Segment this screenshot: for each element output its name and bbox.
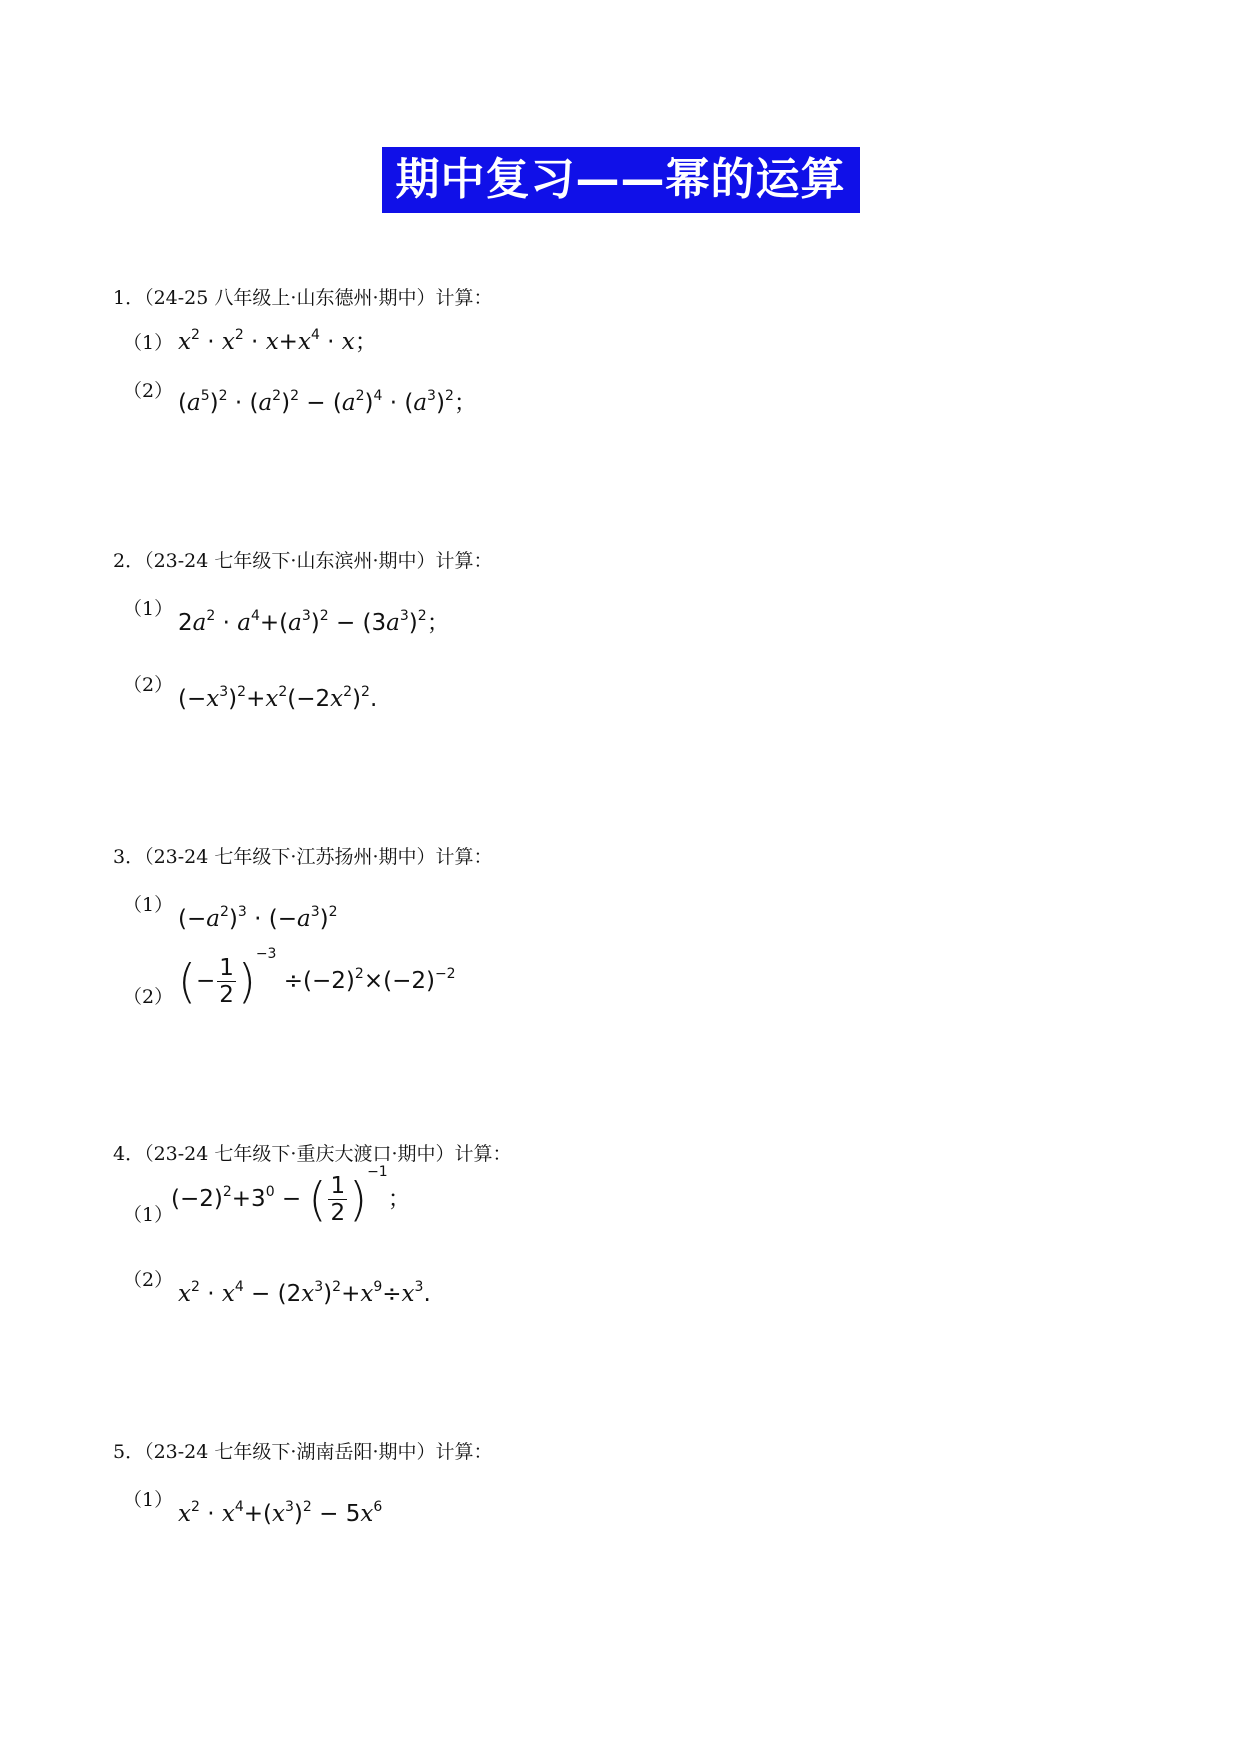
expression: $(-x^3)^2+x^2(-2x^2)^2$. bbox=[178, 684, 378, 712]
expression: $x^2 \cdot x^4 - (2x^3)^2+x^9\div x^3$. bbox=[178, 1279, 431, 1307]
part-label: （1） bbox=[123, 332, 174, 354]
page-title: 期中复习——幂的运算 bbox=[382, 147, 860, 213]
part-label: （1） bbox=[123, 1489, 174, 1511]
question-1 bbox=[113, 285, 493, 416]
question-4 bbox=[113, 1141, 512, 1307]
expression: $x^2 \cdot x^4+(x^3)^2 - 5x^6$ bbox=[178, 1499, 383, 1527]
expression: (− $\frac{1}{2}$ )$^{-3} \div(-2)^2\times(-2)^{-2}$ bbox=[178, 946, 456, 1009]
part-label: （1） bbox=[123, 598, 174, 620]
question-2-head: 2．（23-24 七年级下·山东滨州·期中）计算： bbox=[113, 550, 493, 572]
expression: $2a^2 \cdot a^4+(a^3)^2 - (3a^3)^2$； bbox=[178, 608, 450, 636]
question-5-head: 5．（23-24 七年级下·湖南岳阳·期中）计算： bbox=[113, 1441, 493, 1463]
part-label: （2） bbox=[123, 674, 174, 696]
part-label: （2） bbox=[123, 1269, 174, 1291]
question-5 bbox=[113, 1439, 493, 1527]
question-4-head: 4．（23-24 七年级下·重庆大渡口·期中）计算： bbox=[113, 1143, 512, 1165]
expression: $(-a^2)^3 \cdot (-a^3)^2$ bbox=[178, 904, 338, 932]
expression: $(a^5)^2 \cdot (a^2)^2 - (a^2)^4 \cdot (a^3)^2$； bbox=[178, 388, 477, 416]
part-label: （2） bbox=[123, 986, 174, 1008]
question-2 bbox=[113, 548, 493, 712]
question-1-head: 1．（24-25 八年级上·山东德州·期中）计算： bbox=[113, 287, 493, 309]
expression: $(-2)^2+3^0$ − ( $\frac{1}{2}$ )$^{-1}$； bbox=[171, 1164, 411, 1227]
part-label: （1） bbox=[123, 894, 174, 916]
expression: $x^2 \cdot x^2 \cdot x+x^4 \cdot x$； bbox=[178, 327, 378, 355]
question-3-head: 3．（23-24 七年级下·江苏扬州·期中）计算： bbox=[113, 846, 493, 868]
title-wrap bbox=[0, 147, 1241, 213]
part-label: （1） bbox=[123, 1204, 174, 1226]
part-label: （2） bbox=[123, 380, 174, 402]
question-3 bbox=[113, 844, 493, 1009]
